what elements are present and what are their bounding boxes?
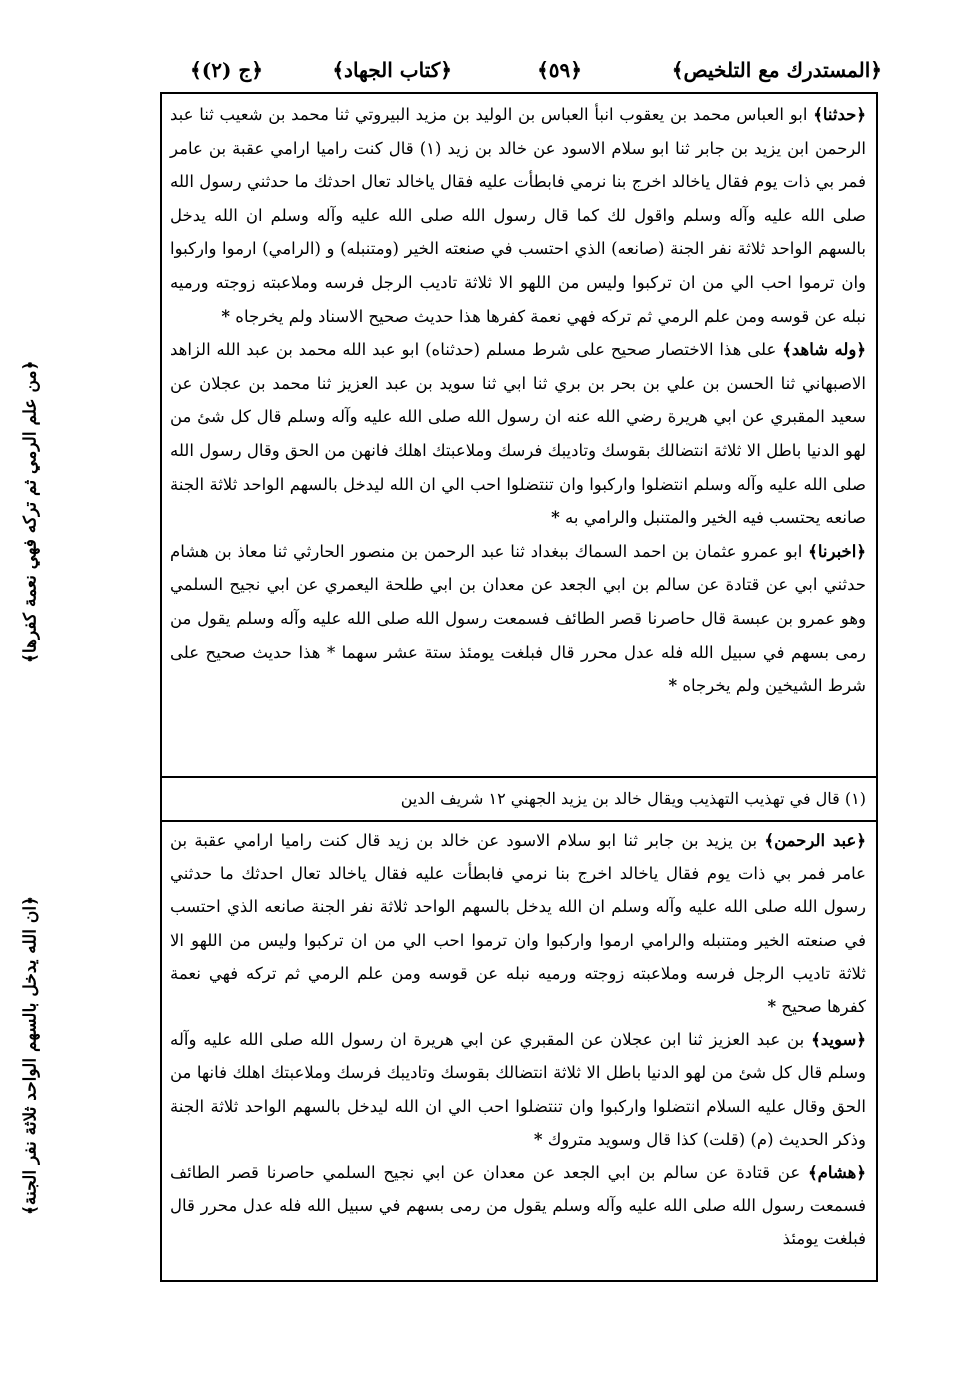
paragraph-body: بن يزيد بن جابر ثنا ابو سلام الاسود عن خالد بن زيد قال كنت راميا ارامي عقبة بن عامر فمر بي ذات يوم فقال ياخالد اخرج بنا نرمي فابطأت عليه فقال ياخالد تعال احدثك ما حدثني رسول الله صلى الله عليه وآله وسلم ان الله يدخل بالسهم الواحد ثلاثة نفر الجنة صانعه الذي احتسب في صنعته الخير ومتنبله والرامي ارموا واركبوا وان ترموا احب الي من ان تركبوا وليس من اللهو الا ثلاثة تاديب الرجل فرسه وملاعبته زوجته ورميه نبله عن قوسه ومن علم الرمي ثم تركه فهي نعمة كفرها صحيح [170,831,866,1017]
paragraph-lead: ﴿وله شاهد﴾ [782,340,866,360]
margin-note-2: ﴿ان الله يدخل بالسهم الواحد ثلاثة نفر الجنة﴾ [20,895,41,1216]
paragraph-lead: ﴿عبد الرحمن﴾ [764,831,866,850]
footnote: (١) قال في تهذيب التهذيب ويقال خالد بن يزيد الجهني ١٢ شريف الدين [400,789,866,808]
end-mark: * [767,997,777,1017]
hadith-paragraph-3 [170,535,866,703]
paragraph-lead: ﴿هشام﴾ [808,1163,866,1183]
main-text [170,98,866,703]
page-header [160,52,882,92]
end-mark: * [221,306,231,326]
talkhis-paragraph-1 [170,824,866,1023]
paragraph-body: ابو عمرو عثمان بن احمد السماك ببغداد ثنا عبد الرحمن بن منصور الحارثي ثنا معاذ بن هشام حدثني ابي عن قتادة عن سالم بن ابي الجعد عن معدان بن ابي طلحة اليعمري عن ابي نجيح السلمي وهو عمرو بن عبسة قال حاصرنا قصر الطائف فسمعت رسول الله صلى الله عليه وآله وسلم يقول من رمى بسهم في سبيل الله فله عدل محرر قال فبلغت يومئذ ستة عشر سهما * هذا حديث صحيح على شرط الشيخين ولم يخرجاه [170,541,866,696]
end-mark: * [551,508,560,528]
hadith-paragraph-1 [170,98,866,333]
talkhis-paragraph-3 [170,1156,866,1256]
page-number: ﴿٥٩﴾ [537,58,582,82]
page-frame [160,92,878,1282]
paragraph-lead: ﴿سويد﴾ [811,1030,867,1050]
paragraph-body: عن قتادة عن سالم بن ابي الجعد عن معدان عن ابي نجيح السلمي حاصرنا قصر الطائف فسمعت رسول الله صلى الله عليه وآله وسلم يقول من رمى بسهم في سبيل الله فله عدل محرر قال فبلغت يومئذ [170,1163,866,1249]
book-title: ﴿المستدرك مع التلخيص﴾ [671,58,882,82]
paragraph-lead: ﴿حدثنا﴾ [813,105,867,124]
volume-label: ﴿ج (٢)﴾ [190,58,263,82]
talkhis-paragraph-2 [170,1023,866,1156]
divider-line [162,776,876,778]
end-mark: * [668,676,678,696]
talkhis-text [170,824,866,1256]
section-title: ﴿كتاب الجهاد﴾ [332,58,452,82]
divider-line [162,820,876,822]
margin-note-1: ﴿من علم الرمي ثم تركه فهي نعمة كفرها﴾ [20,360,41,664]
paragraph-body: على هذا الاختصار صحيح على شرط مسلم (حدثناه) ابو عبد الله محمد بن عبد الله الزاهد الاصبهاني ثنا الحسن بن علي بن بحر بن بري ثنا ابي ثنا سويد بن عبد العزيز ثنا محمد بن عجلان عن سعيد المقبري عن ابي هريرة رضي الله عنه ان رسول الله صلى الله عليه وآله وسلم قال كل شئ من لهو الدنيا باطل الا ثلاثة انتضالك بقوسك وتاديبك فرسك وملاعبتك اهلك فانهن من الحق وقال رسول الله صلى الله عليه وآله وسلم انتضلوا واركبوا وان تنتضلوا احب الي ان الله ليدخل بالسهم الواحد ثلاثة الجنة صانعه يحتسب فيه الخير والمتنبل والرامي به [170,340,866,528]
paragraph-body: ابو العباس محمد بن يعقوب انبأ العباس بن الوليد بن مزيد البيروتي ثنا محمد بن شعيب ثنا عبد الرحمن ابن يزيد بن جابر ثنا ابو سلام الاسود عن خالد بن زيد (١) قال كنت راميا ارامي عقبة بن عامر فمر بي ذات يوم فقال ياخالد اخرج بنا نرمي فابطأت عليه فقال ياخالد تعال احدثك ما حدثني رسول الله صلى الله عليه وآله وسلم واقول لك كما قال رسول الله صلى الله عليه وآله وسلم ان الله يدخل بالسهم الواحد ثلاثة نفر الجنة (صانعه) الذي احتسب في صنعته الخير (ومتنبله) و (الرامي) ارموا واركبوا وان ترموا احب الي من ان تركبوا وليس من اللهو الا ثلاثة تاديب الرجل فرسه وملاعبته زوجته ورميه نبله عن قوسه ومن علم الرمي ثم تركه فهي نعمة كفرها هذا حديث صحيح الاسناد ولم يخرجاه [170,105,867,326]
end-mark: * [533,1129,543,1149]
paragraph-lead: ﴿اخبرنا﴾ [808,541,866,561]
hadith-paragraph-2 [170,333,866,535]
paragraph-body: بن عبد العزيز ثنا ابن عجلان عن المقبري عن ابي هريرة ان رسول الله صلى الله عليه وآله وسلم قال كل شئ من لهو الدنيا باطل الا ثلاثة انتضالك بقوسك وتاديبك فرسك وملاعبتك اهلك فانها من الحق وقال عليه السلام انتضلوا واركبوا وان تنتضلوا احب الي ان الله ليدخل بالسهم الواحد ثلاثة الجنة وذكر الحديث (م) (قلت) كذا قال وسويد متروك [170,1030,866,1149]
